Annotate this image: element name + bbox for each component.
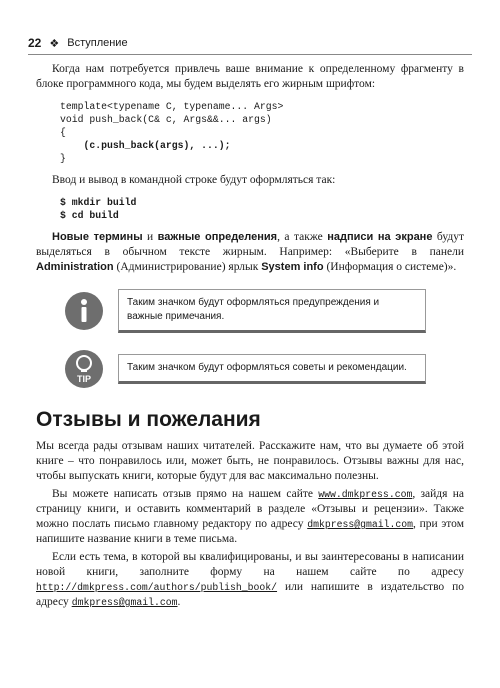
- code-block-template: [60, 100, 464, 165]
- text-run: , зайдя на страницу книги, и оставить комментарий в разделе «Отзывы и рецензии». Также можно послать письмо главному редактору по адресу: [36, 488, 464, 530]
- bold-term: System info: [261, 261, 324, 273]
- tip-lightbulb-icon: [64, 349, 104, 389]
- website-link[interactable]: www.dmkpress.com: [318, 489, 413, 500]
- text-run: Вы можете написать отзыв прямо на нашем сайте: [52, 488, 319, 500]
- text-run: будут выделяться в обычном тексте жирным. Например: «Выберите в панели: [36, 231, 464, 258]
- bold-term: надписи на экране: [327, 231, 433, 243]
- feedback-paragraph-3: [36, 550, 464, 610]
- bold-term: Administration: [36, 261, 114, 273]
- cli-intro-paragraph: Ввод и вывод в командной строке будут оформляться так:: [52, 174, 336, 186]
- ornament-icon: ❖: [49, 37, 60, 50]
- text-run: Если есть тема, в которой вы квалифицированы, и вы заинтересованы в написании новой книги, заполните форму на нашем сайте по адресу: [36, 551, 464, 578]
- intro-paragraph: Когда нам потребуется привлечь ваше внимание к определенному фрагменту в блоке программного кода, мы будем выделять его жирным шрифтом:: [36, 63, 464, 90]
- info-note: [64, 289, 464, 333]
- tip-note-text: Таким значком будут оформляться советы и рекомендации.: [118, 354, 426, 384]
- code-line: {: [60, 127, 66, 138]
- cli-line: $ mkdir build: [60, 197, 137, 208]
- code-line: void push_back(C& c, Args&&... args): [60, 114, 272, 125]
- cli-line: $ cd build: [60, 210, 119, 221]
- feedback-paragraph-1: Мы всегда рады отзывам наших читателей. Расскажите нам, что вы думаете об этой книге – что понравилось или, может быть, не понравилось. Отзывы важны для нас, чтобы выпускать книги, которые будут для вас максимально полезны.: [36, 440, 464, 482]
- email-link[interactable]: dmkpress@gmail.com: [307, 519, 414, 530]
- text-run: , при этом напишите название книги в теме письма.: [36, 518, 464, 545]
- text-run: (Администрирование) ярлык: [113, 261, 262, 273]
- code-block-cli: [60, 196, 464, 222]
- tip-label: TIP: [76, 374, 92, 384]
- tip-note: [64, 349, 464, 389]
- info-note-text: Таким значком будут оформляться предупреждения и важные примечания.: [118, 289, 426, 333]
- feedback-paragraph-2: [36, 487, 464, 547]
- page-content: [36, 62, 464, 610]
- code-line: }: [60, 153, 66, 164]
- text-run: .: [177, 596, 181, 608]
- section-name: Вступление: [67, 37, 128, 49]
- info-icon: [64, 291, 104, 331]
- bold-term: Новые термины: [52, 231, 143, 243]
- page-number: 22: [28, 36, 42, 50]
- running-header: [28, 36, 472, 55]
- section-heading: Отзывы и пожелания: [36, 408, 261, 431]
- text-run: (Информация о системе)».: [323, 261, 457, 273]
- text-run: и: [142, 231, 158, 243]
- code-line-bold: (c.push_back(args), ...);: [83, 140, 231, 151]
- bold-term: важные определения: [157, 231, 278, 243]
- email-link[interactable]: dmkpress@gmail.com: [71, 597, 178, 608]
- code-line: template<typename C, typename... Args>: [60, 101, 284, 112]
- terms-paragraph: [36, 230, 464, 275]
- code-line-indent: [60, 140, 84, 151]
- text-run: или напишите в издательство по адресу: [36, 581, 464, 608]
- publish-form-link[interactable]: http://dmkpress.com/authors/publish_book/: [36, 582, 278, 593]
- text-run: , а также: [277, 231, 328, 243]
